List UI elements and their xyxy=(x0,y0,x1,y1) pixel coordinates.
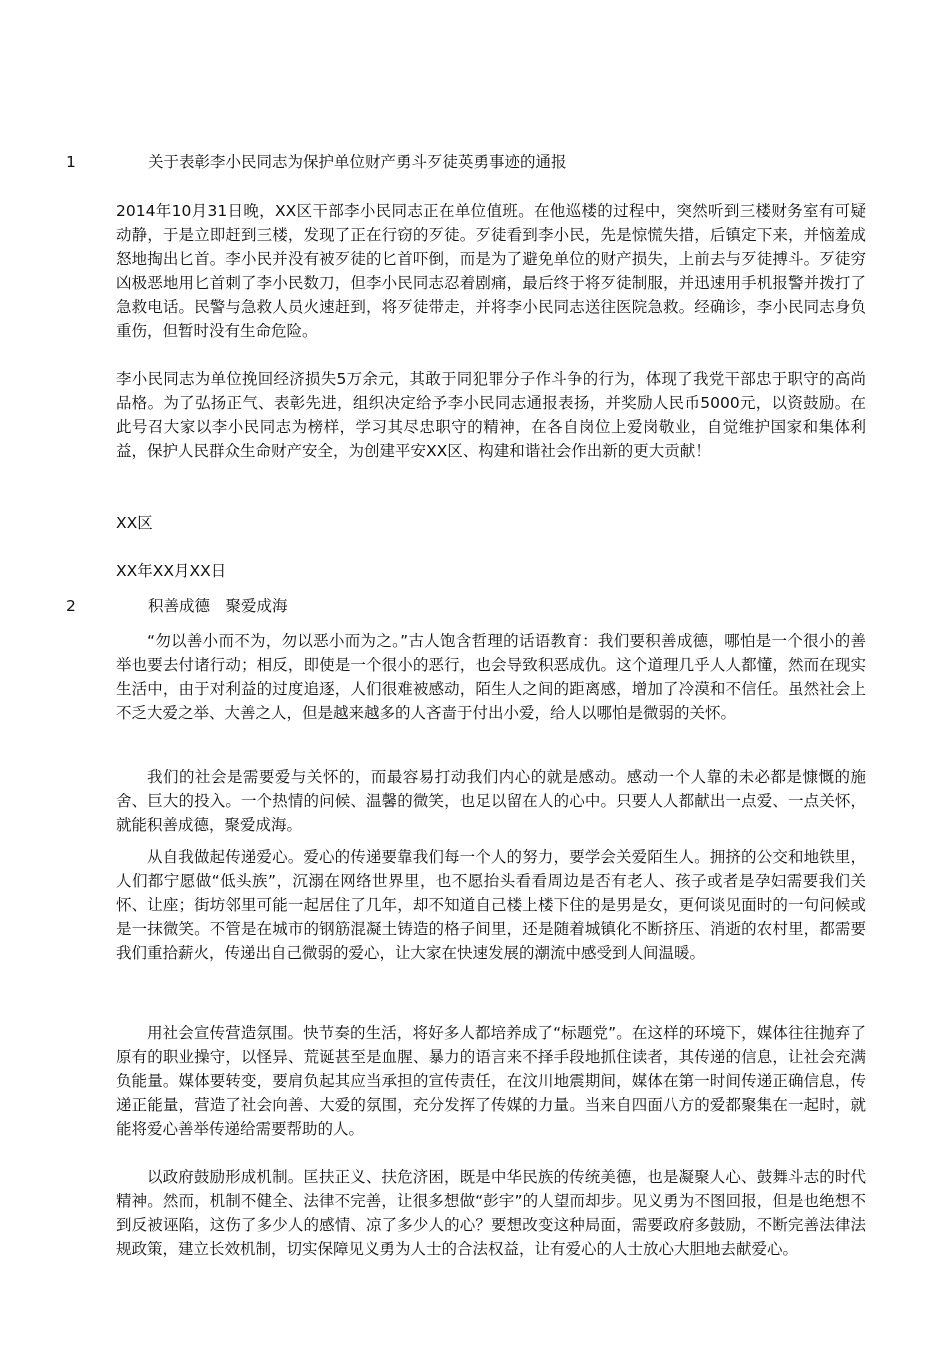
paragraph-text: 以政府鼓励形成机制。匡扶正义、扶危济困，既是中华民族的传统美德，也是凝聚人心、鼓舞斗志的时代精神。然而，机制不健全、法律不完善，让很多想做“彭宇”的人望而却步。见义勇为不图回报，但是也绝想不到反被诬陷，这伤了多少人的感情、凉了多少人的心？要想改变这种局面，需要政府多鼓励，不断完善法律法规政策，建立长效机制，切实保障见义勇为人士的合法权益，让有爱心的人士放心大胆地去献爱心。 xyxy=(116,1168,866,1258)
section-1-signature: XX区 xyxy=(116,514,153,532)
paragraph-text: “勿以善小而不为，勿以恶小而为之。”古人饱含哲理的话语教育：我们要积善成德，哪怕是一个很小的善举也要去付诸行动；相反，即使是一个很小的恶行，也会导致积恶成仇。这个道理几乎人人都懂，然而在现实生活中，由于对利益的过度追逐，人们很难被感动，陌生人之间的距离感，增加了冷漠和不信任。虽然社会上不乏大爱之举、大善之人，但是越来越多的人吝啬于付出小爱，给人以哪怕是微弱的关怀。 xyxy=(116,632,866,722)
section-2-paragraph-4 xyxy=(116,1021,866,1141)
section-2-number: 2 xyxy=(66,597,76,615)
paragraph-text: 2014年10月31日晚，XX区干部李小民同志正在单位值班。在他巡楼的过程中，突然听到三楼财务室有可疑动静，于是立即赶到三楼，发现了正在行窃的歹徒。歹徒看到李小民，先是惊慌失措，后镇定下来，并恼羞成怒地掏出匕首。李小民并没有被歹徒的匕首吓倒，而是为了避免单位的财产损失，上前去与歹徒搏斗。歹徒穷凶极恶地用匕首刺了李小民数刀，但李小民同志忍着剧痛，最后终于将歹徒制服，并迅速用手机报警并拨打了急救电话。民警与急救人员火速赶到，将歹徒带走，并将李小民同志送往医院急救。经确诊，李小民同志身负重伤，但暂时没有生命危险。 xyxy=(116,202,866,340)
section-1-title: 关于表彰李小民同志为保护单位财产勇斗歹徒英勇事迹的通报 xyxy=(148,153,567,171)
paragraph-text: 从自我做起传递爱心。爱心的传递要靠我们每一个人的努力，要学会关爱陌生人。拥挤的公交和地铁里，人们都宁愿做“低头族”，沉溺在网络世界里，也不愿抬头看看周边是否有老人、孩子或者是孕妇需要我们关怀、让座；街坊邻里可能一起居住了几年，却不知道自己楼上楼下住的是男是女，更何谈见面时的一句问候或是一抹微笑。不管是在城市的钢筋混凝土铸造的格子间里，还是随着城镇化不断挤压、消逝的农村里，都需要我们重拾薪火，传递出自己微弱的爱心，让大家在快速发展的潮流中感受到人间温暖。 xyxy=(116,848,866,962)
section-1-paragraph-1 xyxy=(116,199,866,343)
section-2-heading xyxy=(66,594,288,618)
paragraph-text: 我们的社会是需要爱与关怀的，而最容易打动我们内心的就是感动。感动一个人靠的未必都是慷慨的施舍、巨大的投入。一个热情的问候、温馨的微笑，也足以留在人的心中。只要人人都献出一点爱、一点关怀，就能积善成德，聚爱成海。 xyxy=(116,768,866,834)
section-2-title: 积善成德 聚爱成海 xyxy=(148,597,288,615)
section-1-paragraph-2 xyxy=(116,367,866,463)
paragraph-text: 李小民同志为单位挽回经济损失5万余元，其敢于同犯罪分子作斗争的行为，体现了我党干部忠于职守的高尚品格。为了弘扬正气、表彰先进，组织决定给予李小民同志通报表扬，并奖励人民币5000元，以资鼓励。在此号召大家以李小民同志为榜样，学习其尽忠职守的精神，在各自岗位上爱岗敬业，自觉维护国家和集体利益，保护人民群众生命财产安全，为创建平安XX区、构建和谐社会作出新的更大贡献！ xyxy=(116,370,866,460)
section-2-paragraph-1 xyxy=(116,629,866,725)
section-1-heading xyxy=(66,150,567,174)
paragraph-text: 用社会宣传营造氛围。快节奏的生活，将好多人都培养成了“标题党”。在这样的环境下，媒体往往抛弃了原有的职业操守，以怪异、荒诞甚至是血腥、暴力的语言来不择手段地抓住读者，其传递的信息，让社会充满负能量。媒体要转变，要肩负起其应当承担的宣传责任，在汶川地震期间，媒体在第一时间传递正确信息，传递正能量，营造了社会向善、大爱的氛围，充分发挥了传媒的力量。当来自四面八方的爱都聚集在一起时，就能将爱心善举传递给需要帮助的人。 xyxy=(116,1024,866,1138)
section-1-number: 1 xyxy=(66,153,76,171)
section-2-paragraph-2 xyxy=(116,765,866,837)
section-2-paragraph-5 xyxy=(116,1165,866,1261)
section-2-paragraph-3 xyxy=(116,845,866,965)
section-1-date: XX年XX月XX日 xyxy=(116,562,227,580)
